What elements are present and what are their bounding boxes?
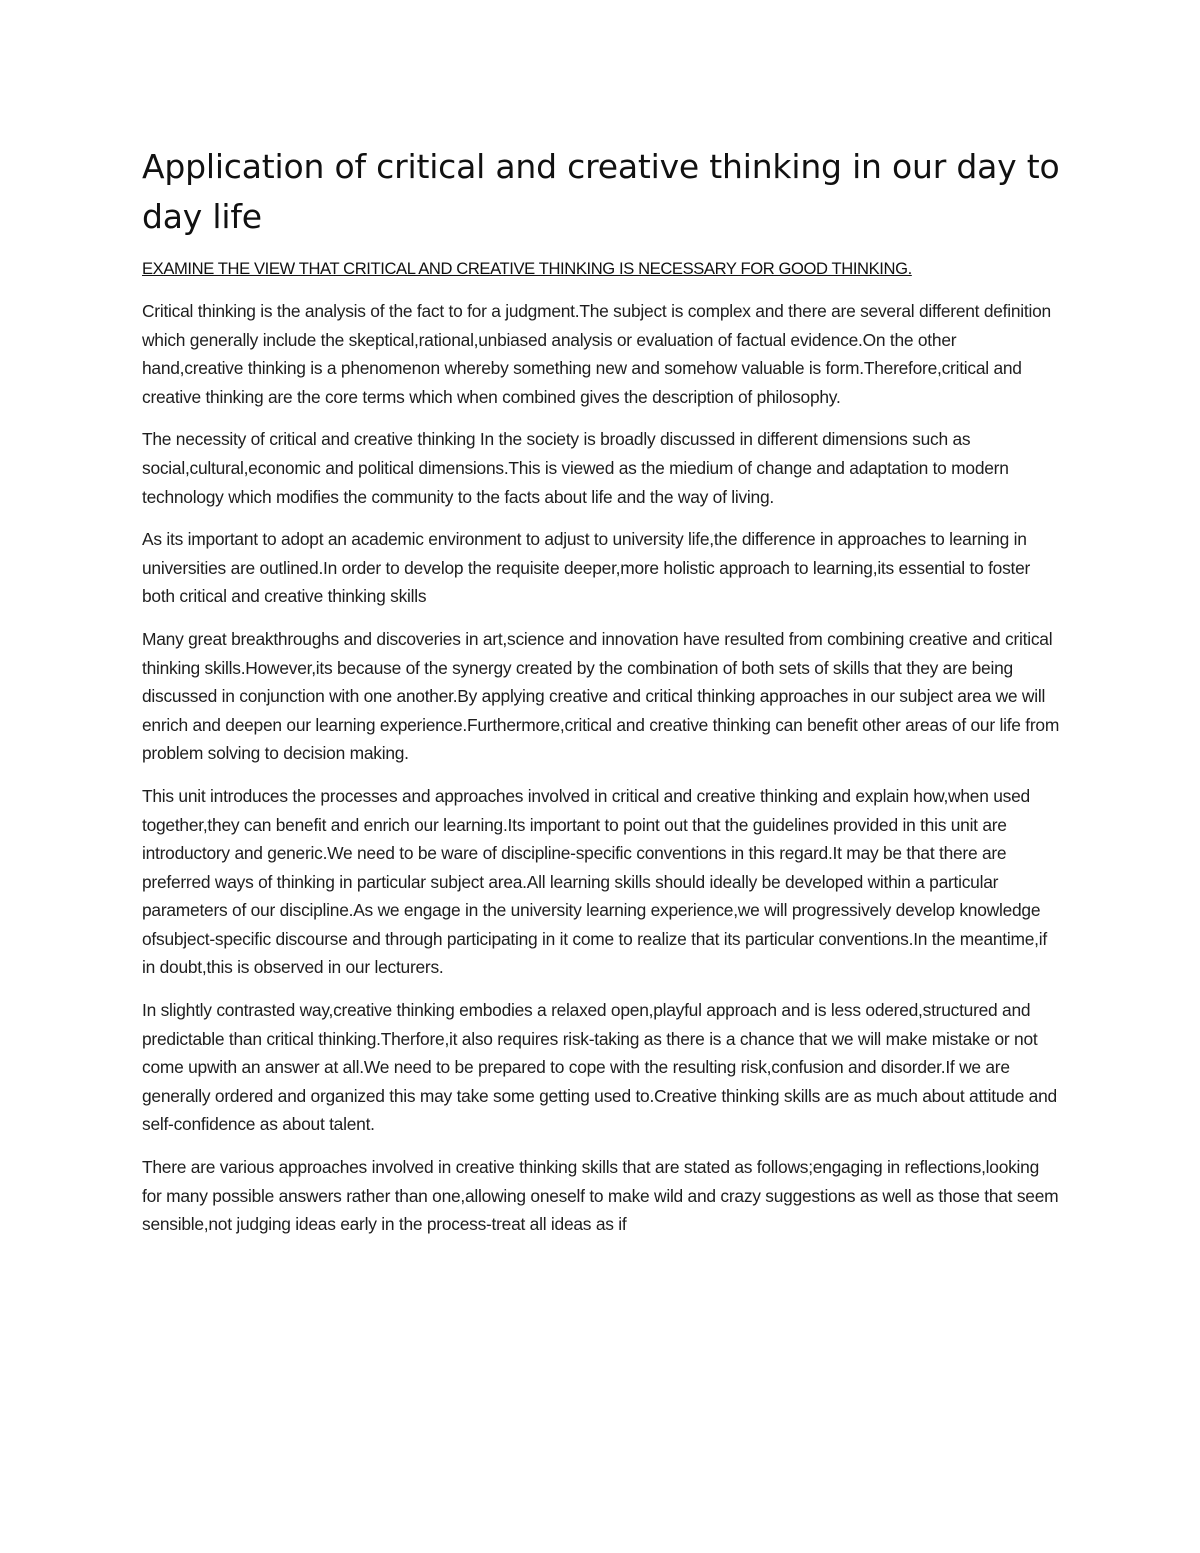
document-page bbox=[142, 142, 1062, 1253]
section-heading: EXAMINE THE VIEW THAT CRITICAL AND CREATIVE THINKING IS NECESSARY FOR GOOD THINKING. bbox=[142, 259, 912, 278]
document-title: Application of critical and creative thinking in our day to day life bbox=[142, 147, 1060, 236]
paragraph-7: There are various approaches involved in creative thinking skills that are stated as follows;engaging in reflections,looking for many possible answers rather than one,allowing oneself to make wild and crazy suggestions as well as those that seem sensible,not judging ideas early in the process-treat all ideas as if bbox=[142, 1157, 1059, 1235]
paragraph-2: The necessity of critical and creative thinking In the society is broadly discussed in different dimensions such as social,cultural,economic and political dimensions.This is viewed as the miedium of change and adaptation to modern technology which modifies the community to the facts about life and the way of living. bbox=[142, 429, 1009, 507]
paragraph-3: As its important to adopt an academic environment to adjust to university life,the difference in approaches to learning in universities are outlined.In order to develop the requisite deeper,more holistic approach to learning,its essential to foster both critical and creative thinking skills bbox=[142, 529, 1031, 607]
paragraph-4: Many great breakthroughs and discoveries in art,science and innovation have resulted from combining creative and critical thinking skills.However,its because of the synergy created by the combination of both sets of skills that they are being discussed in conjunction with one another.By applying creative and critical thinking approaches in our subject area we will enrich and deepen our learning experience.Furthermore,critical and creative thinking can benefit other areas of our life from problem solving to decision making. bbox=[142, 628, 1060, 764]
paragraph-1: Critical thinking is the analysis of the fact to for a judgment.The subject is complex and there are several different definition which generally include the skeptical,rational,unbiased analysis or evaluation of factual evidence.On the other hand,creative thinking is a phenomenon whereby something new and somehow valuable is form.Therefore,critical and creative thinking are the core terms which when combined gives the description of philosophy. bbox=[142, 301, 1051, 407]
paragraph-5: This unit introduces the processes and approaches involved in critical and creative thinking and explain how,when used together,they can benefit and enrich our learning.Its important to point out that the guidelines provided in this unit are introductory and generic.We need to be ware of discipline-specific conventions in this regard.It may be that there are preferred ways of thinking in particular subject area.All learning skills should ideally be developed within a particular parameters of our discipline.As we engage in the university learning experience,we will progressively develop knowledge ofsubject-specific discourse and through participating in it come to realize that its particular conventions.In the meantime,if in doubt,this is observed in our lecturers. bbox=[142, 785, 1047, 978]
paragraph-6: In slightly contrasted way,creative thinking embodies a relaxed open,playful approach and is less odered,structured and predictable than critical thinking.Therfore,it also requires risk-taking as there is a chance that we will make mistake or not come upwith an answer at all.We need to be prepared to cope with the resulting risk,confusion and disorder.If we are generally ordered and organized this may take some getting used to.Creative thinking skills are as much about attitude and self-confidence as about talent. bbox=[142, 1000, 1057, 1135]
